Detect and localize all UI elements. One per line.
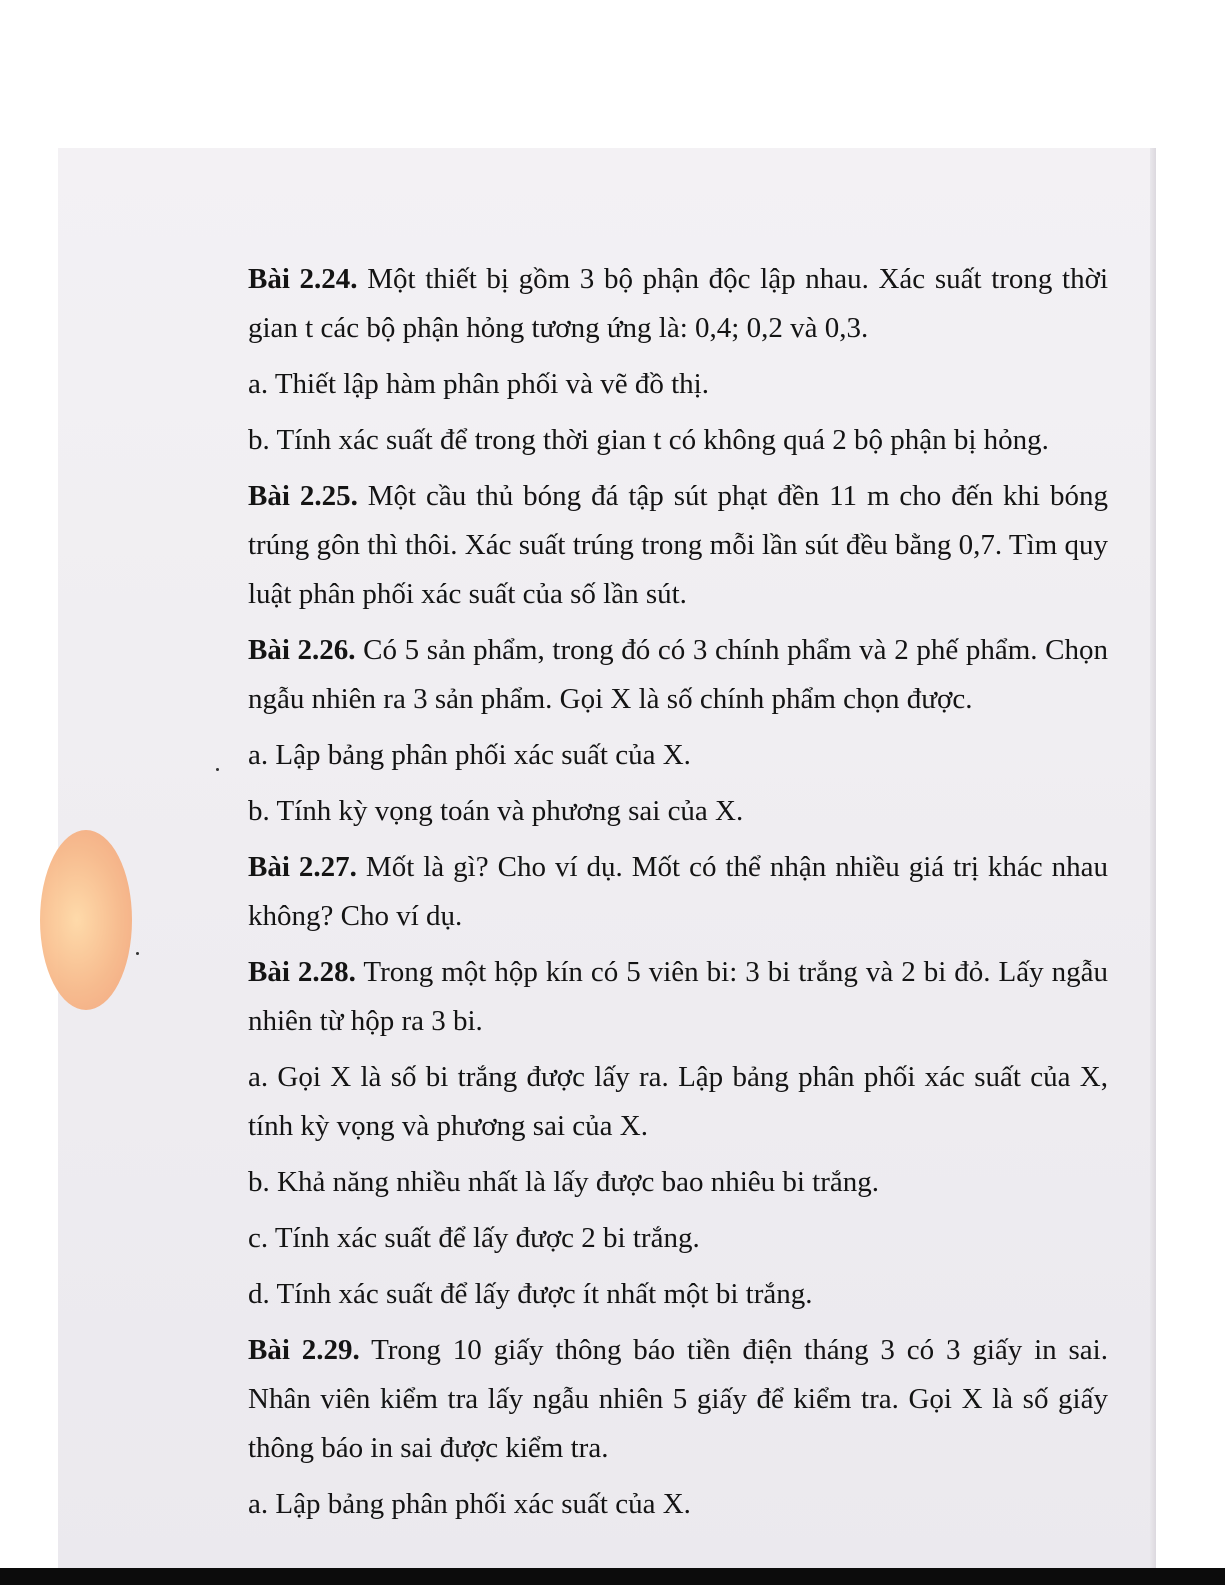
exercise-label: Bài 2.24.: [248, 263, 358, 295]
exercise-body: Trong một hộp kín có 5 viên bi: 3 bi trắng và 2 bi đỏ. Lấy ngẫu nhiên từ hộp ra 3 bi.: [248, 956, 1108, 1037]
exercise-2-27: [248, 843, 1108, 941]
exercise-2-28-d: [248, 1270, 1108, 1319]
sub-question: c. Tính xác suất để lấy được 2 bi trắng.: [248, 1222, 700, 1254]
sub-question: b. Tính kỳ vọng toán và phương sai của X.: [248, 795, 744, 827]
exercise-text: [248, 255, 1108, 1529]
exercise-2-29: [248, 1326, 1108, 1473]
exercise-2-24-b: [248, 416, 1108, 465]
exercise-2-28-a: [248, 1053, 1108, 1151]
sub-question: a. Lập bảng phân phối xác suất của X.: [248, 739, 691, 771]
exercise-2-26: [248, 626, 1108, 724]
exercise-body: Một cầu thủ bóng đá tập sút phạt đền 11 m cho đến khi bóng trúng gôn thì thôi. Xác suất trúng trong mỗi lần sút đều bằng 0,7. Tìm quy luật phân phối xác suất của số lần sút.: [248, 480, 1108, 610]
exercise-label: Bài 2.28.: [248, 956, 356, 988]
exercise-2-29-a: [248, 1480, 1108, 1529]
page-edge: [1150, 148, 1156, 1585]
exercise-2-28-b: [248, 1158, 1108, 1207]
exercise-2-28-c: [248, 1214, 1108, 1263]
dust-speck: [136, 952, 139, 955]
exercise-label: Bài 2.29.: [248, 1334, 360, 1366]
exercise-2-25: [248, 472, 1108, 619]
scan-bottom-edge: [0, 1568, 1225, 1585]
exercise-label: Bài 2.27.: [248, 851, 357, 883]
exercise-2-26-a: [248, 731, 1108, 780]
dust-speck: [216, 768, 219, 771]
sub-question: a. Gọi X là số bi trắng được lấy ra. Lập bảng phân phối xác suất của X, tính kỳ vọng và phương sai của X.: [248, 1061, 1108, 1142]
exercise-2-24-a: [248, 360, 1108, 409]
sub-question: a. Thiết lập hàm phân phối và vẽ đồ thị.: [248, 368, 709, 400]
exercise-body: Có 5 sản phẩm, trong đó có 3 chính phẩm và 2 phế phẩm. Chọn ngẫu nhiên ra 3 sản phẩm. Gọi X là số chính phẩm chọn được.: [248, 634, 1108, 715]
exercise-2-26-b: [248, 787, 1108, 836]
exercise-label: Bài 2.26.: [248, 634, 356, 666]
sub-question: d. Tính xác suất để lấy được ít nhất một bi trắng.: [248, 1278, 813, 1310]
exercise-2-24: [248, 255, 1108, 353]
sub-question: b. Khả năng nhiều nhất là lấy được bao nhiêu bi trắng.: [248, 1166, 880, 1198]
exercise-body: Một thiết bị gồm 3 bộ phận độc lập nhau. Xác suất trong thời gian t các bộ phận hỏng tương ứng là: 0,4; 0,2 và 0,3.: [248, 263, 1109, 344]
exercise-label: Bài 2.25.: [248, 480, 358, 512]
exercise-2-28: [248, 948, 1108, 1046]
thumb-shadow: [40, 830, 132, 1010]
exercise-body: Trong 10 giấy thông báo tiền điện tháng 3 có 3 giấy in sai. Nhân viên kiểm tra lấy ngẫu nhiên 5 giấy để kiểm tra. Gọi X là số giấy thông báo in sai được kiểm tra.: [248, 1334, 1108, 1464]
exercise-body: Mốt là gì? Cho ví dụ. Mốt có thể nhận nhiều giá trị khác nhau không? Cho ví dụ.: [248, 851, 1108, 932]
sub-question: b. Tính xác suất để trong thời gian t có không quá 2 bộ phận bị hỏng.: [248, 424, 1049, 456]
sub-question: a. Lập bảng phân phối xác suất của X.: [248, 1488, 691, 1520]
